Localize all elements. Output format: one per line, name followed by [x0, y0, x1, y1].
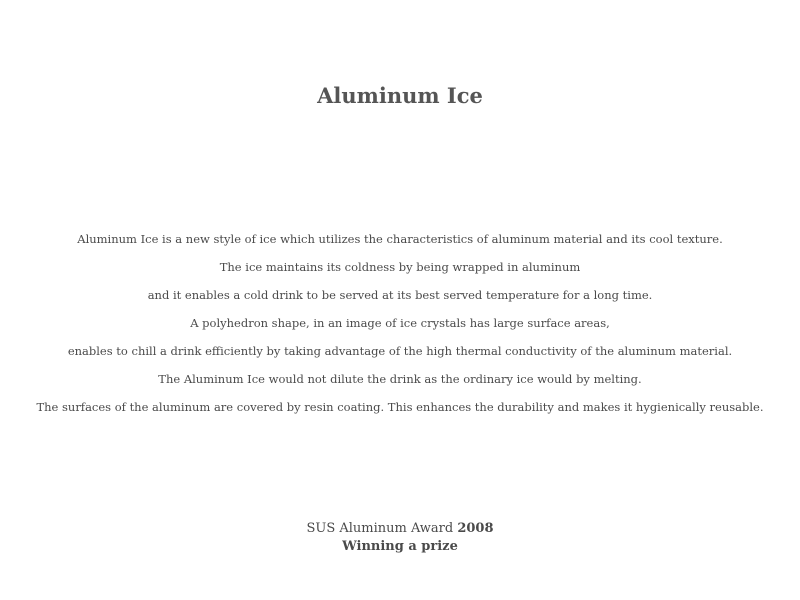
description-line: The surfaces of the aluminum are covered by resin coating. This enhances the durability and makes it hygienically reusable. — [36, 400, 764, 414]
description-line: The Aluminum Ice would not dilute the drink as the ordinary ice would by melting. — [158, 372, 642, 386]
award-title-line — [0, 519, 800, 538]
award-name: SUS Aluminum Award — [306, 521, 454, 536]
description-line: A polyhedron shape, in an image of ice crystals has large surface areas, — [190, 316, 610, 330]
award-block — [0, 519, 800, 556]
page-title: Aluminum Ice — [317, 83, 483, 108]
description-line: and it enables a cold drink to be served at its best served temperature for a long time. — [147, 288, 653, 302]
award-result: Winning a prize — [342, 539, 458, 554]
description-line: The ice maintains its coldness by being wrapped in aluminum — [219, 260, 581, 274]
description-text — [0, 225, 800, 421]
description-line: Aluminum Ice is a new style of ice which utilizes the characteristics of aluminum material and its cool texture. — [77, 232, 723, 246]
award-year: 2008 — [457, 521, 494, 536]
description-line: enables to chill a drink efficiently by taking advantage of the high thermal conductivity of the aluminum material. — [67, 344, 733, 358]
